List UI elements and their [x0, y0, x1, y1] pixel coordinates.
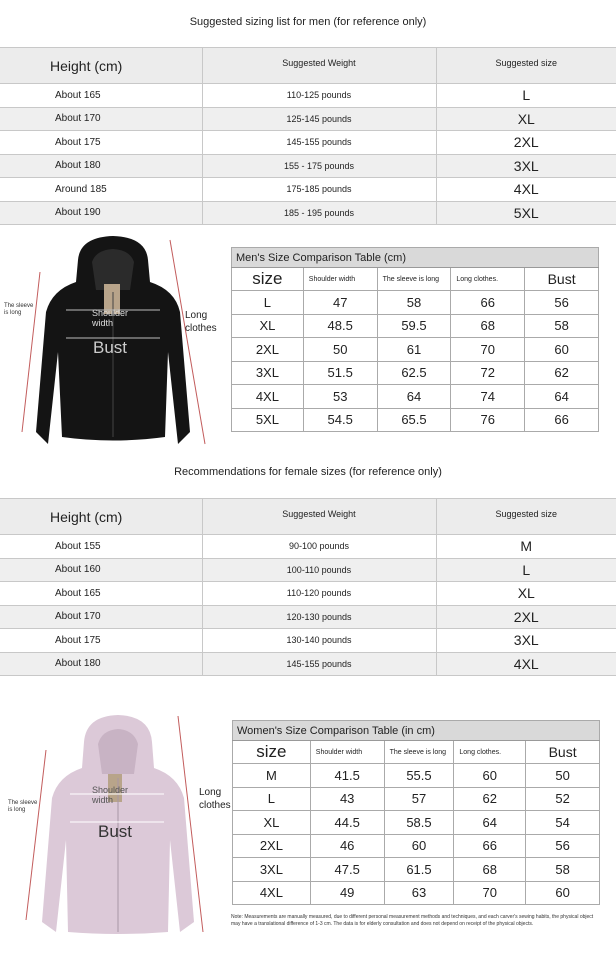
- header-shoulder: Shoulder width: [303, 268, 377, 291]
- men-jacket-figure: [0, 232, 225, 452]
- cell-height: About 160: [0, 558, 202, 582]
- cell: 61: [377, 338, 451, 362]
- cell: 66: [454, 834, 526, 858]
- cell: 68: [454, 858, 526, 882]
- cell-weight: 120-130 pounds: [202, 605, 436, 629]
- table-row: [0, 582, 616, 606]
- cell: XL: [233, 811, 311, 835]
- cell: 68: [451, 314, 525, 338]
- cell-size: L: [436, 84, 616, 108]
- table-caption: Women's Size Comparison Table (in cm): [233, 721, 600, 741]
- cell: 44.5: [310, 811, 384, 835]
- cell-weight: 100-110 pounds: [202, 558, 436, 582]
- cell: 47: [303, 291, 377, 315]
- measurement-note: Note: Measurements are manually measured, due to different personal measurement methods and techniques, and each carver's sewing habits, the physical object may have a translational difference of 1-3 cm. The data is for elderly consultation and does not depend on receipt of the physical objects.: [231, 914, 594, 927]
- table-row: [233, 834, 600, 858]
- cell: 58.5: [384, 811, 454, 835]
- cell: 3XL: [233, 858, 311, 882]
- header-height: Height (cm): [0, 48, 202, 84]
- cell-size: 4XL: [436, 178, 616, 202]
- table-row: [0, 107, 616, 131]
- cell: 66: [525, 408, 599, 432]
- header-size: Suggested size: [436, 48, 616, 84]
- cell: 49: [310, 881, 384, 905]
- header-bust: Bust: [525, 268, 599, 291]
- cell-weight: 130-140 pounds: [202, 629, 436, 653]
- cell: 58: [525, 314, 599, 338]
- table-row: [232, 291, 599, 315]
- cell: 60: [525, 338, 599, 362]
- cell: 50: [526, 764, 600, 788]
- cell: 76: [451, 408, 525, 432]
- table-row: [0, 605, 616, 629]
- cell-height: About 165: [0, 84, 202, 108]
- long-clothes-label: Long clothes: [185, 310, 217, 334]
- header-sleeve: The sleeve is long: [377, 268, 451, 291]
- table-row: [0, 178, 616, 202]
- cell: 58: [377, 291, 451, 315]
- cell: 57: [384, 787, 454, 811]
- cell: L: [232, 291, 304, 315]
- cell-size: L: [436, 558, 616, 582]
- cell: 4XL: [232, 385, 304, 409]
- header-size: size: [233, 741, 311, 764]
- sleeve-label: The sleeve is long: [8, 800, 38, 813]
- table-row: [0, 558, 616, 582]
- men-sizing-title: Suggested sizing list for men (for reference only): [189, 16, 427, 28]
- cell: 64: [377, 385, 451, 409]
- men-sizing-table: [0, 47, 616, 225]
- cell: 74: [451, 385, 525, 409]
- women-compare-table: [232, 720, 600, 905]
- cell-size: 4XL: [436, 652, 616, 676]
- header-bust: Bust: [526, 741, 600, 764]
- cell: 51.5: [303, 361, 377, 385]
- cell: 48.5: [303, 314, 377, 338]
- table-row: [0, 652, 616, 676]
- header-weight: Suggested Weight: [202, 48, 436, 84]
- header-height: Height (cm): [0, 499, 202, 535]
- table-row: [233, 881, 600, 905]
- table-row: [232, 314, 599, 338]
- cell: 60: [384, 834, 454, 858]
- cell-weight: 145-155 pounds: [202, 131, 436, 155]
- cell: 2XL: [233, 834, 311, 858]
- table-row: [232, 385, 599, 409]
- cell: 50: [303, 338, 377, 362]
- cell-size: XL: [436, 107, 616, 131]
- cell-size: 2XL: [436, 131, 616, 155]
- cell-height: About 180: [0, 652, 202, 676]
- cell-weight: 175-185 pounds: [202, 178, 436, 202]
- cell: M: [233, 764, 311, 788]
- cell-height: Around 185: [0, 178, 202, 202]
- cell: XL: [232, 314, 304, 338]
- cell-size: 3XL: [436, 154, 616, 178]
- shoulder-label: Shoulder width: [92, 785, 129, 805]
- table-row: [232, 338, 599, 362]
- table-row: [233, 787, 600, 811]
- cell: 43: [310, 787, 384, 811]
- cell-size: XL: [436, 582, 616, 606]
- cell-height: About 170: [0, 107, 202, 131]
- cell: 56: [526, 834, 600, 858]
- table-row: [0, 131, 616, 155]
- cell: 64: [454, 811, 526, 835]
- cell: 63: [384, 881, 454, 905]
- header-length: Long clothes.: [454, 741, 526, 764]
- cell: L: [233, 787, 311, 811]
- table-row: [232, 408, 599, 432]
- long-clothes-label: Long clothes: [199, 787, 231, 811]
- cell-weight: 110-120 pounds: [202, 582, 436, 606]
- cell: 47.5: [310, 858, 384, 882]
- cell: 64: [525, 385, 599, 409]
- cell-weight: 125-145 pounds: [202, 107, 436, 131]
- cell: 59.5: [377, 314, 451, 338]
- cell: 41.5: [310, 764, 384, 788]
- cell-weight: 90-100 pounds: [202, 535, 436, 559]
- cell-height: About 180: [0, 154, 202, 178]
- women-sizing-title: Recommendations for female sizes (for reference only): [174, 466, 442, 478]
- table-row: [0, 84, 616, 108]
- header-length: Long clothes.: [451, 268, 525, 291]
- cell-height: About 170: [0, 605, 202, 629]
- cell: 4XL: [233, 881, 311, 905]
- table-row: [233, 858, 600, 882]
- table-row: [0, 629, 616, 653]
- cell-weight: 145-155 pounds: [202, 652, 436, 676]
- table-caption: Men's Size Comparison Table (cm): [232, 248, 599, 268]
- cell-size: M: [436, 535, 616, 559]
- table-row: [233, 811, 600, 835]
- cell-weight: 185 - 195 pounds: [202, 201, 436, 225]
- cell: 54: [526, 811, 600, 835]
- bust-label: Bust: [93, 338, 128, 357]
- cell: 62.5: [377, 361, 451, 385]
- cell: 61.5: [384, 858, 454, 882]
- cell-size: 3XL: [436, 629, 616, 653]
- cell: 3XL: [232, 361, 304, 385]
- header-weight: Suggested Weight: [202, 499, 436, 535]
- cell: 60: [526, 881, 600, 905]
- cell-weight: 155 - 175 pounds: [202, 154, 436, 178]
- cell: 62: [525, 361, 599, 385]
- men-compare-table: [231, 247, 599, 432]
- header-sleeve: The sleeve is long: [384, 741, 454, 764]
- cell-weight: 110-125 pounds: [202, 84, 436, 108]
- shoulder-label: Shoulder width: [92, 308, 129, 328]
- header-size: size: [232, 268, 304, 291]
- cell-height: About 190: [0, 201, 202, 225]
- women-jacket-figure: [0, 710, 231, 938]
- cell: 70: [451, 338, 525, 362]
- table-row: [232, 361, 599, 385]
- table-row: [0, 535, 616, 559]
- table-row: [233, 764, 600, 788]
- cell: 58: [526, 858, 600, 882]
- cell-size: 2XL: [436, 605, 616, 629]
- cell-height: About 175: [0, 131, 202, 155]
- cell-size: 5XL: [436, 201, 616, 225]
- cell: 70: [454, 881, 526, 905]
- table-row: [0, 154, 616, 178]
- cell: 56: [525, 291, 599, 315]
- cell-height: About 175: [0, 629, 202, 653]
- table-row: [0, 201, 616, 225]
- cell: 66: [451, 291, 525, 315]
- cell-height: About 155: [0, 535, 202, 559]
- cell: 53: [303, 385, 377, 409]
- cell: 2XL: [232, 338, 304, 362]
- header-size: Suggested size: [436, 499, 616, 535]
- cell: 60: [454, 764, 526, 788]
- cell: 5XL: [232, 408, 304, 432]
- cell: 46: [310, 834, 384, 858]
- sleeve-label: The sleeve is long: [4, 303, 34, 316]
- cell: 65.5: [377, 408, 451, 432]
- bust-label: Bust: [98, 822, 133, 841]
- women-sizing-table: [0, 498, 616, 676]
- cell: 55.5: [384, 764, 454, 788]
- header-shoulder: Shoulder width: [310, 741, 384, 764]
- cell-height: About 165: [0, 582, 202, 606]
- cell: 62: [454, 787, 526, 811]
- cell: 52: [526, 787, 600, 811]
- cell: 54.5: [303, 408, 377, 432]
- cell: 72: [451, 361, 525, 385]
